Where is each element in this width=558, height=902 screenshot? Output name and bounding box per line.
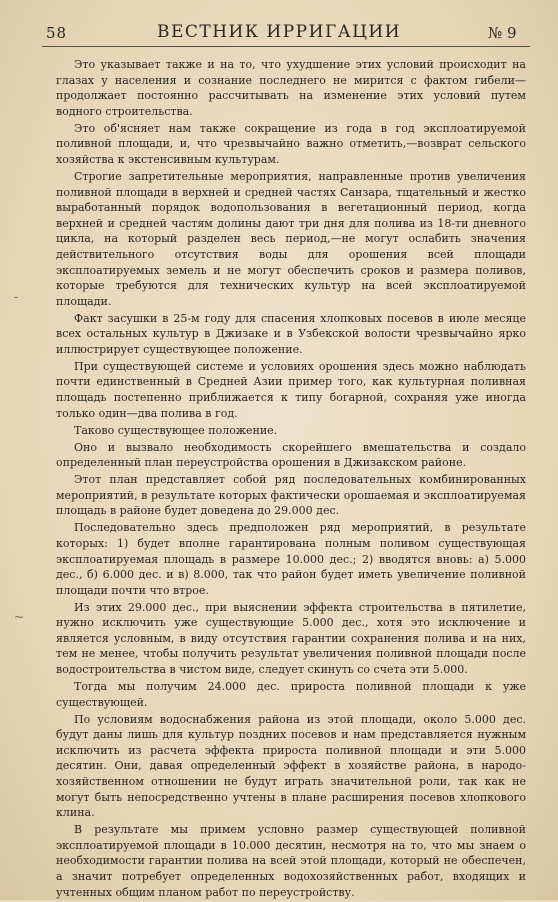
issue-number: № 9 [488, 24, 517, 42]
paragraph: Этот план представляет собой ряд последовательных комбинированных мероприятий, в результате которых фактически орошаемая и эксплоатируемая площадь в районе будет доведена до 29.000 дес. [56, 473, 526, 518]
paragraph: Оно и вызвало необходимость скорейшего вмешательства и создало определенный план переустройства орошения в Джизакском районе. [56, 440, 526, 470]
page-header [0, 18, 558, 44]
paragraph: В результате мы примем условно размер существующей поливной эксплоатируемой площади в 10.000 десятин, несмотря на то, что мы знаем о необходимости гарантии полива на всей этой площади, который не обеспечен, а значит потребует определенных водохозяйственных работ, входящих и учтенных общим планом работ по переустройству. [56, 823, 526, 899]
paragraph: Строгие запретительные мероприятия, направленные против увеличения поливной площади в верхней и средней частях Санзара, тщательный и жестко выработанный порядок водопользования в вегетационный период, когда верхней и средней частям долины дают три дня для полива из 18-ти дневного цикла, на который разделен весь период,—не могут ослабить значения действительного отсутствия воды для орошения всей площади эксплоатируемых земель и не могут обеспечить сроков и размера поливов, которые требуются для технических культур на всей эксплоатируемой площади. [56, 169, 526, 308]
paragraph: Это об'ясняет нам также сокращение из года в год эксплоатируемой поливной площади, и, что чрезвычайно важно отметить,—возврат сельского хозяйства к экстенсивным культурам. [56, 121, 526, 166]
paragraph: Это указывает также и на то, что ухудшение этих условий происходит на глазах у населения и сознание последнего не мирится с фактом гибели—продолжает постоянно рассчитывать на изменение этих условий путем водного строительства. [56, 58, 526, 118]
paragraph: По условиям водоснабжения района из этой площади, около 5.000 дес. будут даны лишь для культур поздних посевов и нам представляется нужным исключить из расчета эффекта прироста поливной площади и эти 5.000 десятин. Они, давая определенный эффект в хозяйстве района, в народо-хозяйственном отношении не будут играть значительной роли, так как не могут быть непосредственно учтены в плане расширения посевов хлопкового клина. [56, 712, 526, 820]
margin-mark: ~ [14, 610, 25, 624]
paragraph: Тогда мы получим 24.000 дес. прироста поливной площади к уже существующей. [56, 680, 526, 709]
article-body [56, 57, 526, 902]
paragraph: Последовательно здесь предположен ряд мероприятий, в результате которых: 1) будет вполне гарантирована полным поливом существующая эксплоатируемая площадь в размере 10.000 дес.; 2) вводятся вновь: а) 5.000 дес., б) 6.000 дес. и в) 8.000, так что район будет иметь увеличение поливной площади почти что втрое. [56, 521, 526, 597]
paragraph: Факт засушки в 25-м году для спасения хлопковых посевов в июле месяце всех остальных культур в Джизаке и в Узбекской волости чрезвычайно ярко иллюстрирует существующее положение. [56, 311, 526, 356]
paragraph: При существующей системе и условиях орошения здесь можно наблюдать почти единственный в Средней Азии пример того, как культурная поливная площадь постепенно приближается к типу богарной, сохраняя уже иногда только один—два полива в год. [56, 359, 526, 420]
margin-mark: - [14, 290, 19, 304]
paragraph: Таково существующее положение. [74, 423, 278, 437]
page-number: 58 [46, 24, 68, 42]
header-rule [42, 46, 530, 47]
paragraph: Из этих 29.000 дес., при выяснении эффекта строительства в пятилетие, нужно исключить уже существующие 5.000 дес., хотя это исключение и является условным, в виду отсутствия гарантии сохранения полива и на них, тем не менее, чтобы получить результат увеличения поливной площади после водостроительства в чистом виде, следует скинуть со счета эти 5.000. [56, 600, 526, 677]
journal-title: ВЕСТНИК ИРРИГАЦИИ [156, 22, 402, 42]
